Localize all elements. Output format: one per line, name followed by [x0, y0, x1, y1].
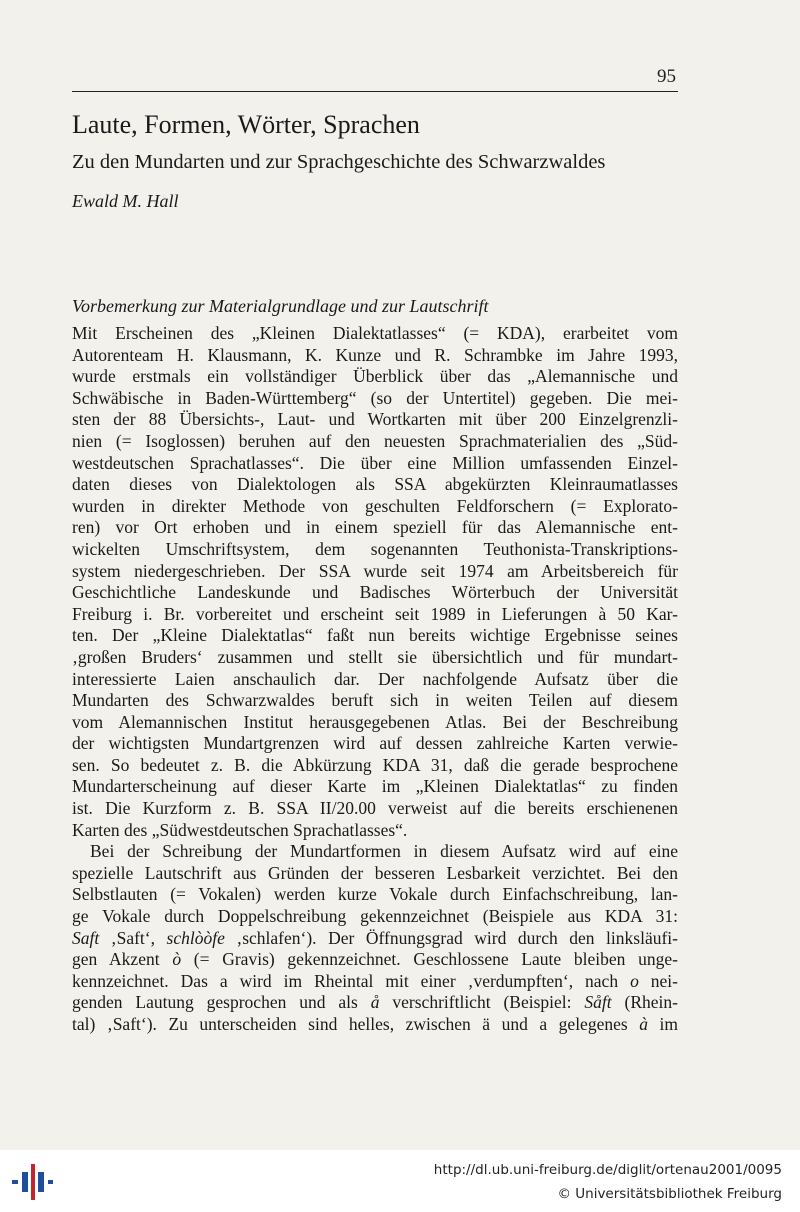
body-line: daten dieses von Dialektologen als SSA abgekürzten Kleinraumatlasses	[72, 474, 678, 495]
body-line: sen. So bedeutet z. B. die Abkürzung KDA 31, daß die gerade besprochene	[72, 754, 678, 775]
body-line: tal) ‚Saft‘). Zu unterscheiden sind helles, zwischen ä und a gelegenes à im	[72, 1014, 678, 1034]
source-url-link[interactable]: http://dl.ub.uni-freiburg.de/diglit/ortenau2001/0095	[433, 1162, 782, 1178]
body-line: ist. Die Kurzform z. B. SSA II/20.00 verweist auf die bereits erschienenen	[72, 798, 678, 819]
body-line: wurden in direkter Methode von geschulten Feldforschern (= Explorato-	[72, 495, 678, 516]
article-title: Laute, Formen, Wörter, Sprachen	[72, 110, 420, 139]
body-line: westdeutschen Sprachatlasses“. Die über eine Million umfassenden Einzel-	[72, 452, 678, 473]
body-line: Geschichtliche Landeskunde und Badisches Wörterbuch der Universität	[72, 582, 678, 603]
body-line: vom Alemannischen Institut herausgegebenen Atlas. Bei der Beschreibung	[72, 711, 678, 732]
body-line: Freiburg i. Br. vorbereitet und erscheint seit 1989 in Lieferungen à 50 Kar-	[72, 603, 678, 624]
body-line: nien (= Isoglossen) beruhen auf den neuesten Sprachmaterialien des „Süd-	[72, 430, 678, 451]
body-line: der wichtigsten Mundartgrenzen wird auf dessen zahlreiche Karten verwie-	[72, 733, 678, 754]
copyright-notice: © Universitätsbibliothek Freiburg	[557, 1186, 782, 1202]
body-line: wurde erstmals ein vollständiger Überblick über das „Alemannische und	[72, 366, 678, 387]
body-line: kennzeichnet. Das a wird im Rheintal mit einer ‚verdumpften‘, nach o nei-	[72, 970, 678, 991]
body-line: wickelten Umschriftsystem, dem sogenannten Teuthonista-Transkriptions-	[72, 538, 678, 559]
body-line: ge Vokale durch Doppelschreibung gekennzeichnet (Beispiele aus KDA 31:	[72, 906, 678, 927]
body-text	[72, 323, 678, 1036]
header-rule	[72, 91, 678, 92]
body-line: Saft ‚Saft‘, schlòòfe ‚schlafen‘). Der Öffnungsgrad wird durch den linksläufi-	[72, 927, 678, 948]
body-line: Mit Erscheinen des „Kleinen Dialektatlasses“ (= KDA), erarbeitet vom	[72, 323, 678, 343]
article-author: Ewald M. Hall	[72, 191, 179, 211]
body-line: Schwäbische in Baden-Württemberg“ (so der Untertitel) gegeben. Die mei-	[72, 387, 678, 408]
body-line: Selbstlauten (= Vokalen) werden kurze Vokale durch Einfachschreibung, lan-	[72, 884, 678, 905]
ub-freiburg-logo-icon	[10, 1162, 54, 1202]
body-line: gen Akzent ò (= Gravis) gekennzeichnet. Geschlossene Laute bleiben unge-	[72, 949, 679, 970]
article-subtitle: Zu den Mundarten und zur Sprachgeschichte des Schwarzwaldes	[72, 151, 606, 173]
body-line: Mundarterscheinung auf dieser Karte im „Kleinen Dialektatlas“ zu finden	[72, 776, 678, 797]
body-line: spezielle Lautschrift aus Gründen der besseren Lesbarkeit verzichtet. Bei den	[72, 862, 678, 883]
body-line: sten der 88 Übersichts-, Laut- und Wortkarten mit über 200 Einzelgrenzli-	[72, 409, 678, 430]
body-line: Karten des „Südwestdeutschen Sprachatlasses“.	[72, 819, 408, 840]
body-line: Autorenteam H. Klausmann, K. Kunze und R. Schrambke im Jahre 1993,	[72, 344, 678, 365]
page-number: 95	[657, 66, 676, 87]
section-heading: Vorbemerkung zur Materialgrundlage und zur Lautschrift	[72, 296, 489, 316]
body-line: genden Lautung gesprochen und als å verschriftlicht (Beispiel: Såft (Rhein-	[72, 992, 678, 1013]
body-line: ren) vor Ort erhoben und in einem speziell für das Alemannische ent-	[72, 517, 678, 538]
body-line: Bei der Schreibung der Mundartformen in diesem Aufsatz wird auf eine	[90, 841, 678, 862]
footer	[0, 1150, 800, 1212]
body-line: Mundarten des Schwarzwaldes beruft sich in weiten Teilen auf diesem	[72, 690, 678, 711]
body-line: ‚großen Bruders‘ zusammen und stellt sie übersichtlich und für mundart-	[72, 646, 678, 667]
body-line: interessierte Laien anschaulich dar. Der nachfolgende Aufsatz über die	[72, 668, 678, 689]
body-line: system niedergeschrieben. Der SSA wurde seit 1974 am Arbeitsbereich für	[72, 560, 678, 581]
body-line: ten. Der „Kleine Dialektatlas“ faßt nun bereits wichtige Ergebnisse seines	[72, 625, 678, 646]
